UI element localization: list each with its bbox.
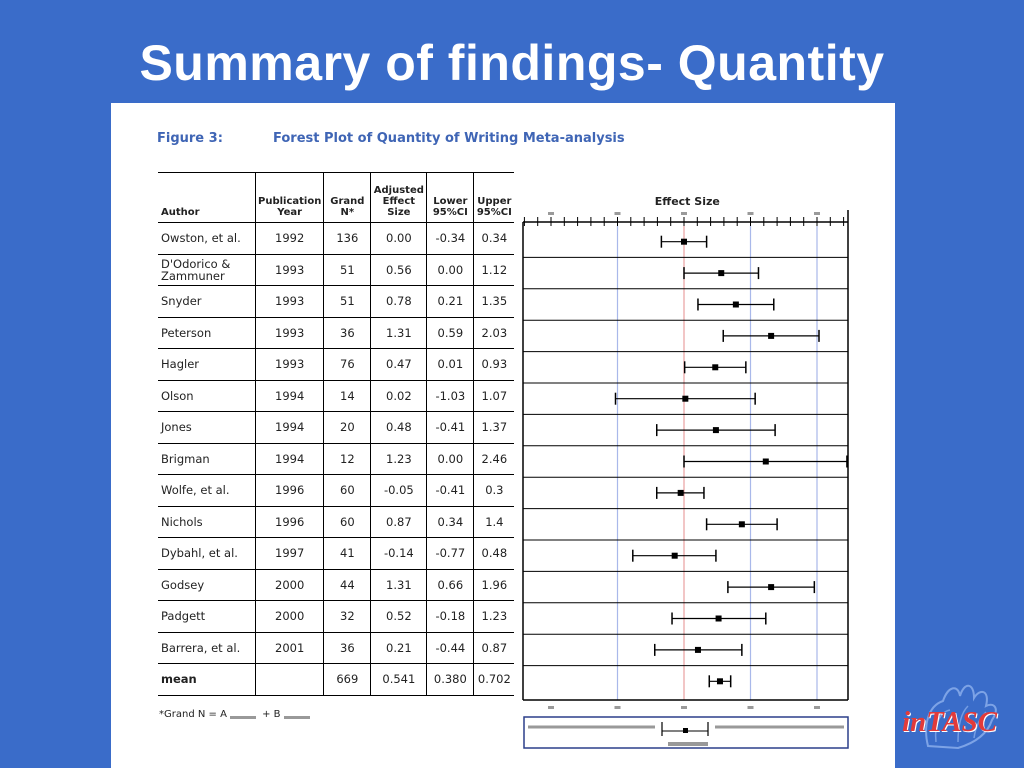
upper-cell: 1.23 bbox=[474, 601, 515, 633]
author-cell: D'Odorico & Zammuner bbox=[158, 254, 256, 286]
author-cell: Hagler bbox=[158, 349, 256, 381]
mini-bar bbox=[668, 742, 708, 746]
es-cell: 0.52 bbox=[371, 601, 427, 633]
effect-size-header: Effect Size bbox=[654, 195, 720, 208]
axis-marker bbox=[615, 212, 621, 215]
n-cell: 36 bbox=[324, 317, 371, 349]
figure-label: Figure 3: bbox=[157, 131, 223, 146]
axis-marker bbox=[814, 706, 820, 709]
effect-point bbox=[681, 239, 687, 245]
year-cell: 1993 bbox=[256, 286, 324, 318]
effect-point bbox=[768, 584, 774, 590]
author-cell: Peterson bbox=[158, 317, 256, 349]
upper-cell: 0.702 bbox=[474, 664, 515, 696]
upper-cell: 1.12 bbox=[474, 254, 515, 286]
lower-cell: 0.00 bbox=[427, 254, 474, 286]
year-cell: 1992 bbox=[256, 223, 324, 255]
upper-cell: 1.37 bbox=[474, 412, 515, 444]
n-cell: 20 bbox=[324, 412, 371, 444]
year-cell: 1994 bbox=[256, 443, 324, 475]
n-cell: 41 bbox=[324, 538, 371, 570]
upper-cell: 0.34 bbox=[474, 223, 515, 255]
es-cell: 0.00 bbox=[371, 223, 427, 255]
upper-cell: 2.03 bbox=[474, 317, 515, 349]
mini-point bbox=[683, 728, 688, 733]
footnote-mid: + B bbox=[258, 709, 281, 720]
effect-point bbox=[682, 396, 688, 402]
axis-marker bbox=[681, 212, 687, 215]
n-cell: 14 bbox=[324, 380, 371, 412]
n-cell: 76 bbox=[324, 349, 371, 381]
axis-marker bbox=[748, 706, 754, 709]
es-cell: 1.31 bbox=[371, 569, 427, 601]
n-cell: 136 bbox=[324, 223, 371, 255]
n-cell: 51 bbox=[324, 254, 371, 286]
es-cell: -0.05 bbox=[371, 475, 427, 507]
lower-cell: -0.44 bbox=[427, 632, 474, 664]
year-cell: 1993 bbox=[256, 254, 324, 286]
year-cell: 2000 bbox=[256, 569, 324, 601]
figure-title: Forest Plot of Quantity of Writing Meta-analysis bbox=[273, 131, 625, 146]
n-cell: 669 bbox=[324, 664, 371, 696]
lower-cell: -0.34 bbox=[427, 223, 474, 255]
effect-point bbox=[763, 459, 769, 465]
upper-cell: 0.48 bbox=[474, 538, 515, 570]
col-n-header: Grand N* bbox=[324, 173, 371, 223]
upper-cell: 0.93 bbox=[474, 349, 515, 381]
n-cell: 12 bbox=[324, 443, 371, 475]
upper-cell: 1.96 bbox=[474, 569, 515, 601]
es-cell: 0.48 bbox=[371, 412, 427, 444]
es-cell: -0.14 bbox=[371, 538, 427, 570]
es-cell: 0.87 bbox=[371, 506, 427, 538]
lower-cell: 0.59 bbox=[427, 317, 474, 349]
year-cell: 1994 bbox=[256, 380, 324, 412]
effect-point bbox=[733, 302, 739, 308]
n-cell: 32 bbox=[324, 601, 371, 633]
author-cell: Jones bbox=[158, 412, 256, 444]
author-cell: mean bbox=[158, 664, 256, 696]
year-cell: 1996 bbox=[256, 475, 324, 507]
n-cell: 51 bbox=[324, 286, 371, 318]
es-cell: 1.31 bbox=[371, 317, 427, 349]
year-cell: 1997 bbox=[256, 538, 324, 570]
lower-cell: -0.77 bbox=[427, 538, 474, 570]
author-cell: Brigman bbox=[158, 443, 256, 475]
es-cell: 0.47 bbox=[371, 349, 427, 381]
lower-cell: 0.66 bbox=[427, 569, 474, 601]
col-author-header: Author bbox=[158, 173, 256, 223]
lower-cell: -0.18 bbox=[427, 601, 474, 633]
author-cell: Padgett bbox=[158, 601, 256, 633]
author-cell: Nichols bbox=[158, 506, 256, 538]
author-cell: Wolfe, et al. bbox=[158, 475, 256, 507]
author-cell: Snyder bbox=[158, 286, 256, 318]
lower-cell: 0.00 bbox=[427, 443, 474, 475]
upper-cell: 0.3 bbox=[474, 475, 515, 507]
lower-cell: -0.41 bbox=[427, 475, 474, 507]
col-es-header: Adjusted Effect Size bbox=[371, 173, 427, 223]
effect-point bbox=[672, 553, 678, 559]
logo-text: inTASC bbox=[902, 706, 998, 738]
effect-point bbox=[717, 678, 723, 684]
year-cell: 1993 bbox=[256, 317, 324, 349]
author-cell: Barrera, et al. bbox=[158, 632, 256, 664]
year-cell: 1996 bbox=[256, 506, 324, 538]
col-lower-header: Lower 95%CI bbox=[427, 173, 474, 223]
effect-point bbox=[712, 364, 718, 370]
axis-marker bbox=[548, 706, 554, 709]
es-cell: 0.78 bbox=[371, 286, 427, 318]
lower-cell: 0.34 bbox=[427, 506, 474, 538]
author-cell: Olson bbox=[158, 380, 256, 412]
upper-cell: 1.07 bbox=[474, 380, 515, 412]
effect-point bbox=[716, 616, 722, 622]
effect-point bbox=[718, 270, 724, 276]
lower-cell: 0.21 bbox=[427, 286, 474, 318]
effect-point bbox=[768, 333, 774, 339]
effect-point bbox=[713, 427, 719, 433]
upper-cell: 0.87 bbox=[474, 632, 515, 664]
col-year-header: Publication Year bbox=[256, 173, 324, 223]
year-cell: 1994 bbox=[256, 412, 324, 444]
upper-cell: 1.35 bbox=[474, 286, 515, 318]
axis-marker bbox=[681, 706, 687, 709]
slide-title: Summary of findings- Quantity bbox=[139, 35, 885, 91]
n-cell: 60 bbox=[324, 506, 371, 538]
footnote-prefix: *Grand N = A bbox=[159, 709, 227, 720]
axis-marker bbox=[748, 212, 754, 215]
effect-point bbox=[678, 490, 684, 496]
lower-cell: 0.01 bbox=[427, 349, 474, 381]
year-cell: 2001 bbox=[256, 632, 324, 664]
lower-cell: 0.380 bbox=[427, 664, 474, 696]
axis-marker bbox=[548, 212, 554, 215]
es-cell: 0.56 bbox=[371, 254, 427, 286]
year-cell: 1993 bbox=[256, 349, 324, 381]
n-cell: 36 bbox=[324, 632, 371, 664]
effect-point bbox=[695, 647, 701, 653]
author-cell: Owston, et al. bbox=[161, 231, 241, 246]
es-cell: 0.21 bbox=[371, 632, 427, 664]
es-cell: 1.23 bbox=[371, 443, 427, 475]
es-cell: 0.02 bbox=[371, 380, 427, 412]
author-cell: Godsey bbox=[158, 569, 256, 601]
upper-cell: 2.46 bbox=[474, 443, 515, 475]
es-cell: 0.541 bbox=[371, 664, 427, 696]
axis-marker bbox=[615, 706, 621, 709]
axis-marker bbox=[814, 212, 820, 215]
lower-cell: -1.03 bbox=[427, 380, 474, 412]
n-cell: 44 bbox=[324, 569, 371, 601]
author-cell: Dybahl, et al. bbox=[158, 538, 256, 570]
upper-cell: 1.4 bbox=[474, 506, 515, 538]
n-cell: 60 bbox=[324, 475, 371, 507]
year-cell: 2000 bbox=[256, 601, 324, 633]
lower-cell: -0.41 bbox=[427, 412, 474, 444]
col-upper-header: Upper 95%CI bbox=[474, 173, 515, 223]
effect-point bbox=[739, 521, 745, 527]
